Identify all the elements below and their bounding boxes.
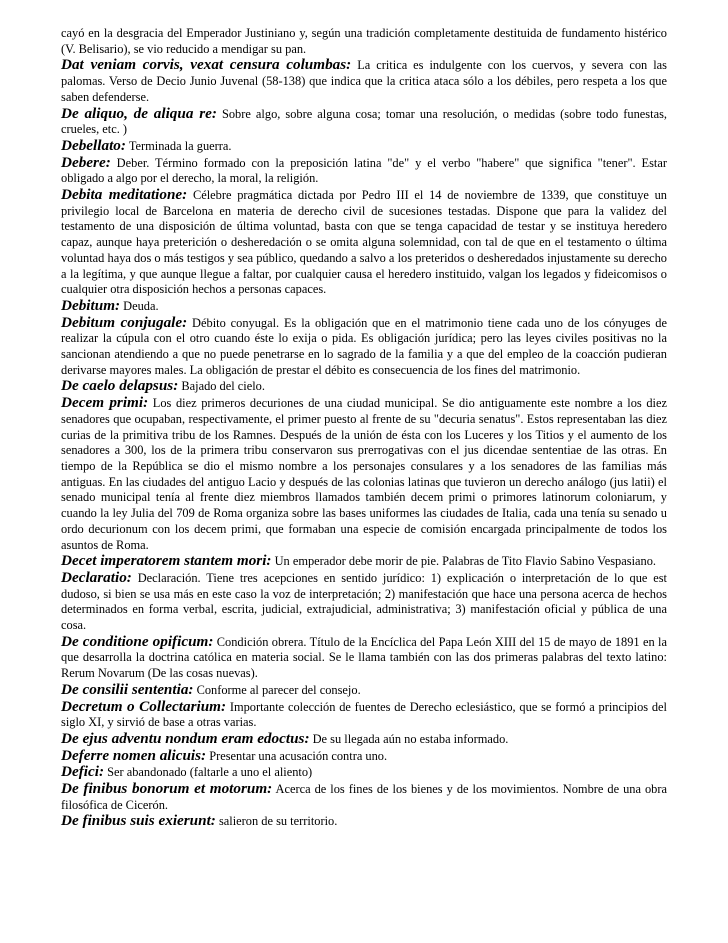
glossary-entry <box>61 781 667 813</box>
entry-definition: Importante colección de fuentes de Derecho eclesiástico, que se formó a principios del siglo XI, y sirvió de base a otras varias. <box>61 699 667 730</box>
entry-term: Debere: <box>61 153 111 171</box>
entry-term: Debitum conjugale: <box>61 313 188 331</box>
entry-definition: Ser abandonado (faltarle a uno el aliento) <box>104 765 313 780</box>
entry-term: Decet imperatorem stantem mori: <box>61 552 272 570</box>
document-page <box>61 26 667 830</box>
entry-definition: La critica es indulgente con los cuervos, y severa con las palomas. Verso de Decio Junio Juvenal (58-138) que indica que la critica ataca sólo a los débiles, pero respeta a los que saben defenderse. <box>61 58 667 104</box>
entry-term: Declaratio: <box>61 568 132 586</box>
entry-definition: Acerca de los fines de los bienes y de los movimientos. Nombre de una obra filosófica de Cicerón. <box>61 782 667 812</box>
entry-term: Decem primi: <box>61 394 149 412</box>
glossary-entry <box>61 731 667 748</box>
entry-definition: Célebre pragmática dictada por Pedro III el 14 de noviembre de 1339, que constituye un privilegio local de Barcelona en materia de derecho civil de sucesiones testadas. Dispone que para la validez del testamento de una disposición de última voluntad, basta con que se tenga capacidad de testar y se instituya heredero capaz, aunque haya preterición o desheredación o se omita alguna solemnidad, con tal de que en el testamento o última voluntad haya dos o más testigos y sea público, quedando a salvo a los preteridos o desheredados injustamente su derecho a la legítima, y que aunque llegue a faltar, por cualquier causa el heredero instituido, valgan los legados y fideicomisos o cualquier otra disposición hechos a personas capaces. <box>61 188 667 297</box>
glossary-entry <box>61 378 667 395</box>
glossary-entry <box>61 395 667 553</box>
entry-term: Debitum: <box>61 296 121 314</box>
entry-definition: Un emperador debe morir de pie. Palabras de Tito Flavio Sabino Vespasiano. <box>271 554 657 569</box>
entry-term: De caelo delapsus: <box>61 377 179 395</box>
entry-term: De conditione opificum: <box>61 632 214 650</box>
entry-definition: Conforme al parecer del consejo. <box>193 682 361 697</box>
glossary-entry <box>61 138 667 155</box>
entry-definition: Débito conyugal. Es la obligación que en el matrimonio tiene cada uno de los cónyuges de realizar la cúpula con el otro cuando éste lo exija o pida. Es obligación jurídica; pero las leyes civiles positivas no la sancionan atendiendo a que no puede penetrarse en lo sagrado de la familia y a que del empleo de la coacción pudieran derivarse mayores males. La obligación de prestar el débito es consecuencia de los fines del matrimonio. <box>61 315 667 377</box>
entry-definition: Declaración. Tiene tres acepciones en sentido jurídico: 1) explicación o interpretación de lo que est dudoso, si bien se usa más en este caso la voz de interpretación; 2) manifestación que hace una persona acerca de hechos determinados en forma verbal, escrita, judicial, extrajudicial, administrativa; 3) manifestación oficial y pública de una cosa. <box>61 570 667 633</box>
glossary-entry <box>61 682 667 699</box>
glossary-entry <box>61 748 667 765</box>
entry-definition: De su llegada aún no estaba informado. <box>309 731 509 746</box>
glossary-entry <box>61 634 667 682</box>
glossary-entry <box>61 155 667 187</box>
entry-term: De finibus suis exierunt: <box>61 812 216 830</box>
glossary-entry <box>61 57 667 105</box>
glossary-entry <box>61 187 667 298</box>
glossary-entry <box>61 315 667 379</box>
glossary-entry <box>61 106 667 138</box>
entry-term: Decretum o Collectarium: <box>61 697 227 715</box>
entry-term: De aliquo, de aliqua re: <box>61 104 217 122</box>
entry-definition: salieron de su territorio. <box>215 814 338 829</box>
entry-definition: Deuda. <box>120 298 159 313</box>
entry-definition: Terminada la guerra. <box>125 138 232 153</box>
glossary-entries <box>61 57 667 830</box>
entry-term: De finibus bonorum et motorum: <box>61 780 273 798</box>
entry-term: De consilii sententia: <box>61 680 194 698</box>
entry-definition: Presentar una acusación contra uno. <box>206 748 388 763</box>
entry-term: Defici: <box>61 763 105 781</box>
entry-definition: Condición obrera. Título de la Encíclica del Papa León XIII del 15 de mayo de 1891 en la que desarrolla la doctrina católica en materia social. Se le llama también con las dos primeras palabras del texto latino: Rerum Novarum (De las cosas nuevas). <box>61 634 667 681</box>
glossary-entry <box>61 298 667 315</box>
entry-definition: Los diez primeros decuriones de una ciudad municipal. Se dio antiguamente este nombre a los diez senadores que ocupaban, respectivamente, el primer puesto al frente de su "decuria senatus". Estos representaban las diez curias de la primitiva tribu de los Ramnes. Después de la unión de ésta con los Luceres y los Titios y el aumento de los senadores a 300, los de la primera tribu conservaron sus prerrogativas con el jus dicendae sententiae de las otras. En tiempo de la República se dio el mismo nombre a los personajes consulares y a los senadores de las familias más antiguas. En las ciudades del antiguo Lacio y después de las colonias latinas que tuvieron un derecho análogo (jus latii) el senado municipal tenía al frente diez miembros llamados también decem primi o primores latinorum coloniarum, y cuando la ley Julia del 709 de Roma organiza sobre las bases uniformes las ciudades de Italia, cada una tenía su senado u ordo decurionum con los decem primi, que formaban una especie de comisión encargada principalmente de todos los asuntos de Roma. <box>61 396 667 552</box>
entry-term: Deferre nomen alicuis: <box>61 746 207 764</box>
entry-definition: Bajado del cielo. <box>178 379 265 394</box>
entry-definition: Sobre algo, sobre alguna cosa; tomar una resolución, o medidas (sobre todo funestas, crueles, etc. ) <box>61 106 667 137</box>
entry-term: Debita meditatione: <box>61 186 188 204</box>
glossary-entry <box>61 553 667 570</box>
entry-term: Debellato: <box>61 136 126 154</box>
glossary-entry <box>61 764 667 781</box>
glossary-entry <box>61 699 667 731</box>
glossary-entry <box>61 813 667 830</box>
entry-term: De ejus adventu nondum eram edoctus: <box>61 729 310 747</box>
glossary-entry <box>61 570 667 634</box>
entry-definition: Deber. Término formado con la preposición latina "de" y el verbo "habere" que significa "tener". Estar obligado a algo por el derecho, la moral, la religión. <box>61 155 667 186</box>
entry-term: Dat veniam corvis, vexat censura columbas: <box>61 56 352 74</box>
intro-paragraph: cayó en la desgracia del Emperador Justiniano y, según una tradición completamente destituida de fundamento histérico (V. Belisario), se vio reducido a mendigar su pan. <box>61 26 667 56</box>
